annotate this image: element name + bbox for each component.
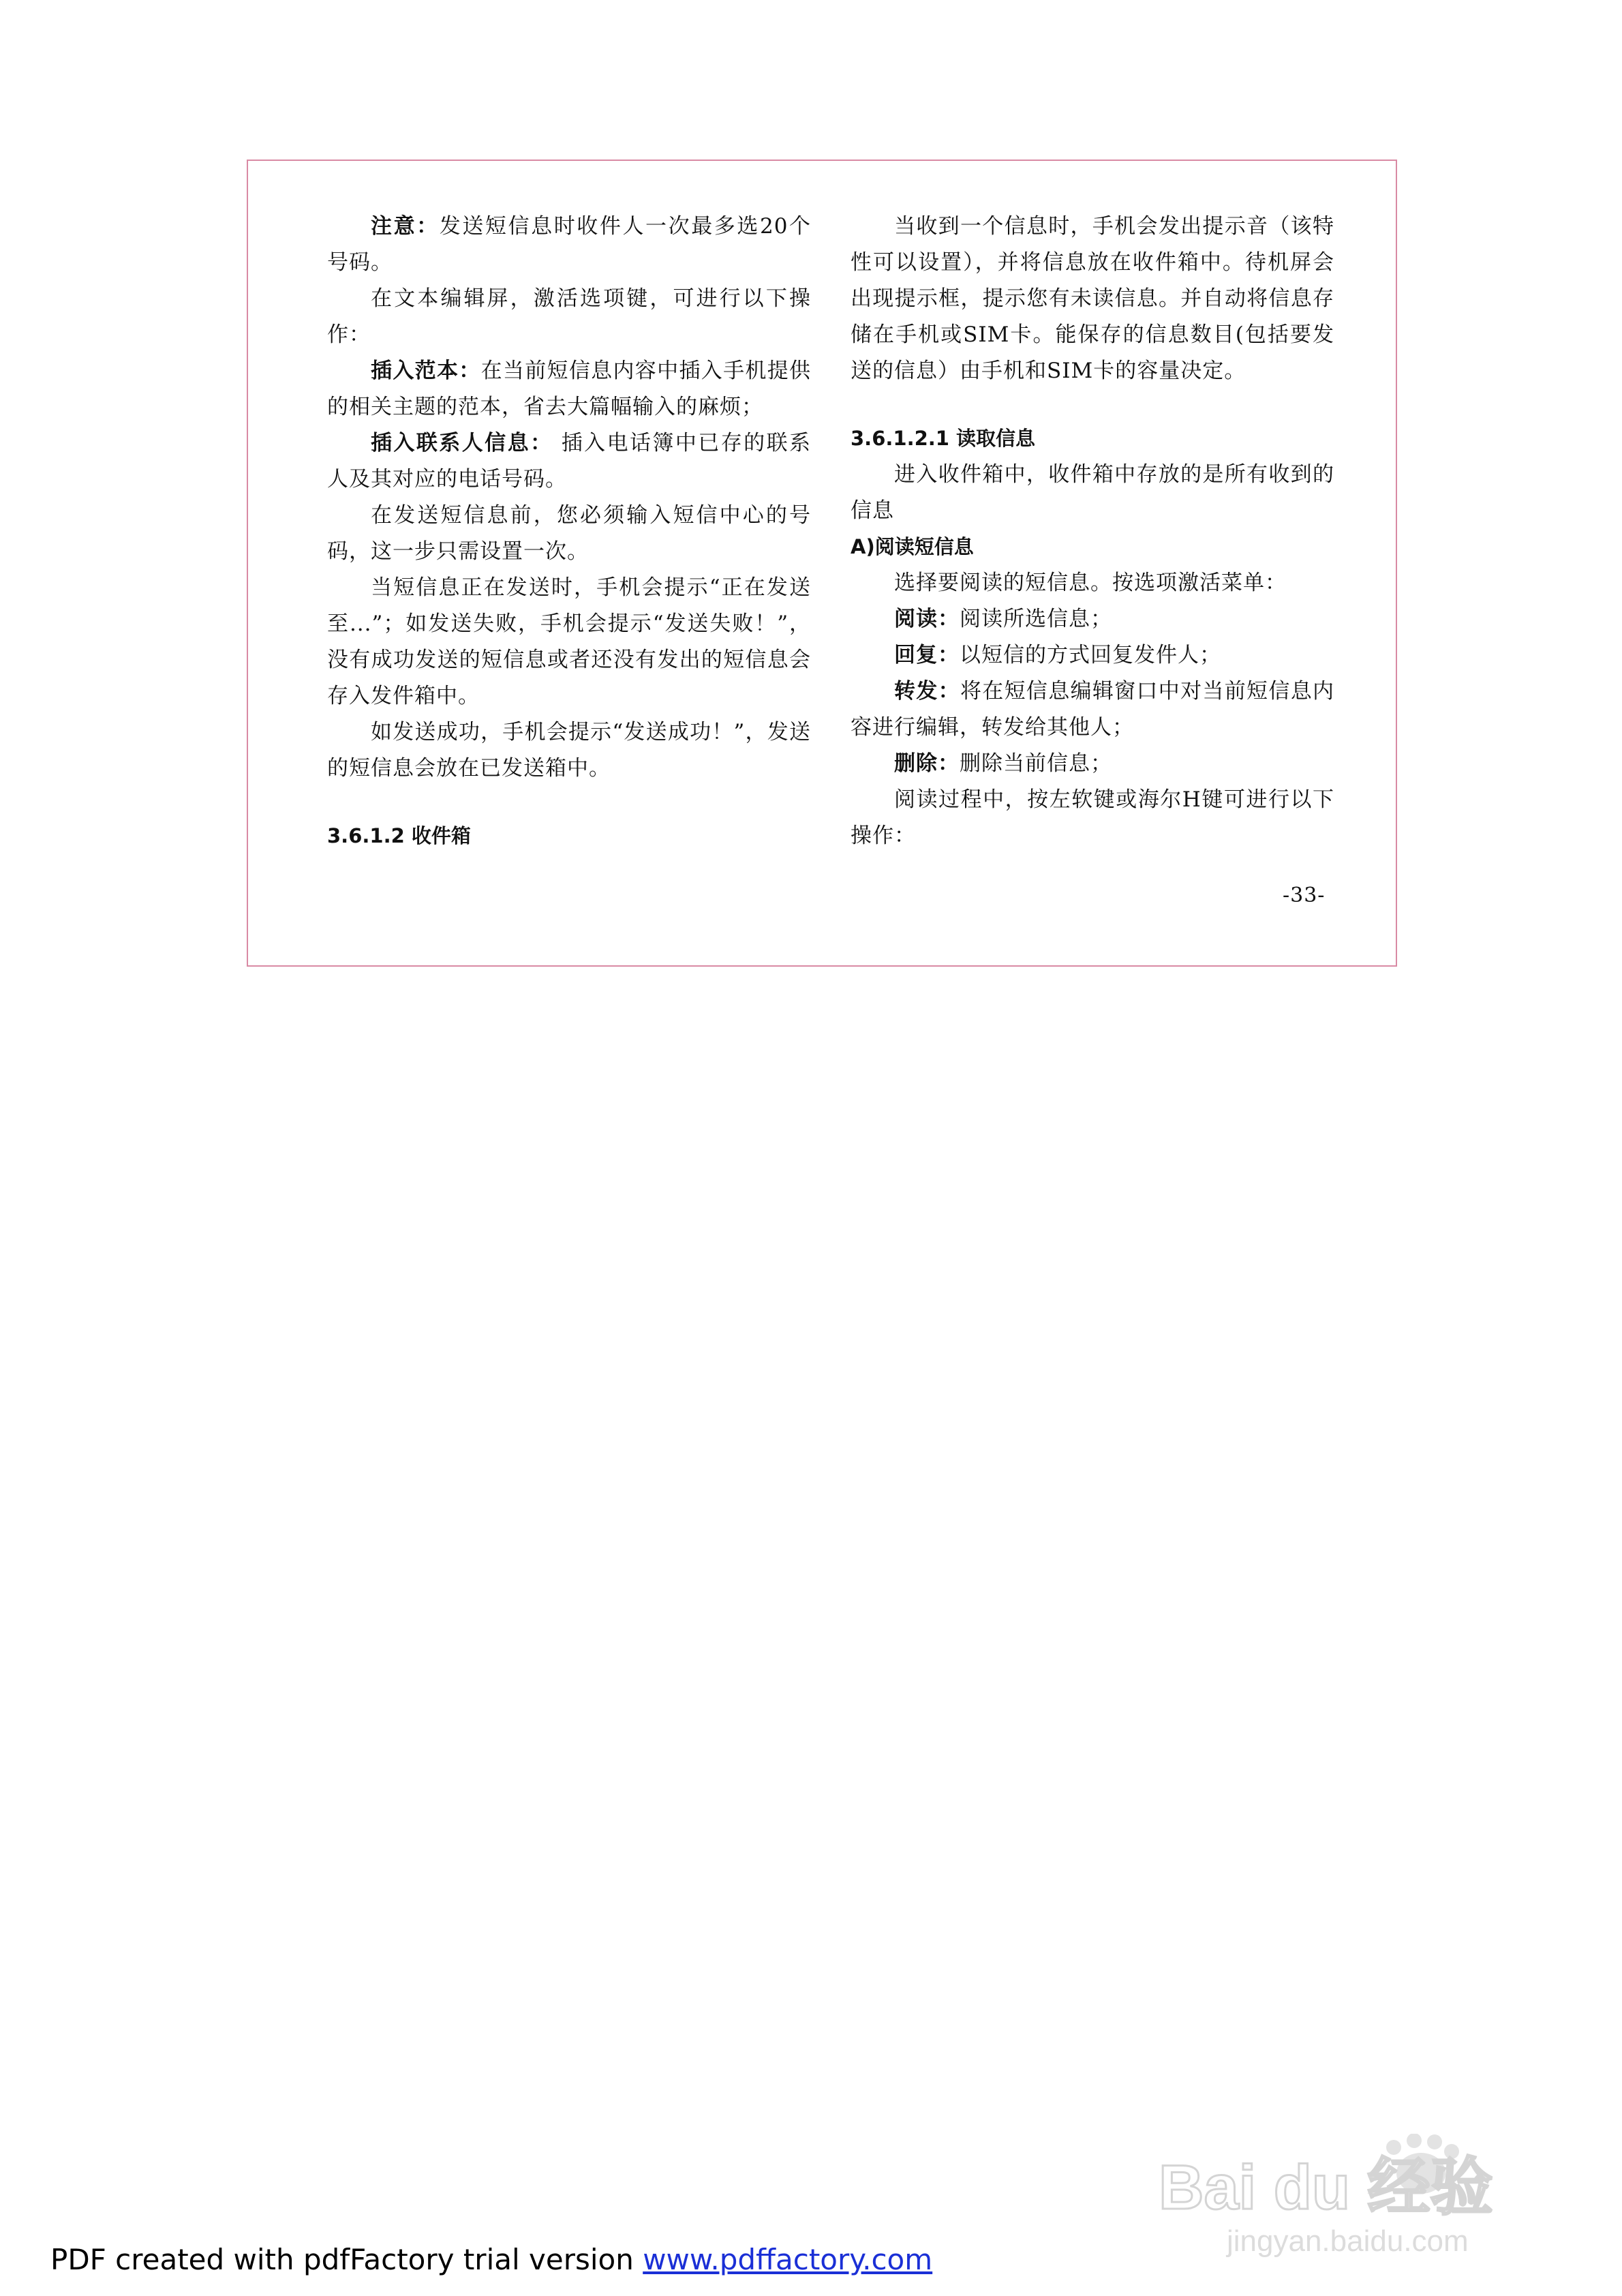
forward-text: 将在短信息编辑窗口中对当前短信息内容进行编辑，转发给其他人； [851,679,1335,740]
send-success-paragraph: 如发送成功，手机会提示“发送成功！”，发送的短信息会放在已发送箱中。 [327,720,811,781]
insert-template-label: 插入范本： [371,359,481,383]
menu-item-read [851,601,1334,637]
watermark-brand: Bai du 经验 [1159,2153,1493,2222]
left-column [327,209,811,854]
read-sms-heading: A)阅读短信息 [851,535,974,558]
delete-text: 删除当前信息； [960,751,1112,776]
insert-contact-label: 插入联系人信息： [371,431,553,455]
note-text: 发送短信息时收件人一次最多选20个号码。 [327,214,811,275]
baidu-jingyan-watermark [1152,2134,1533,2263]
inbox-heading: 3.6.1.2 收件箱 [327,824,471,847]
page-number: -33- [1283,883,1326,907]
menu-item-delete [851,746,1334,782]
receive-paragraph: 当收到一个信息时，手机会发出提示音（该特性可以设置），并将信息放在收件箱中。待机屏会出现提示框，提示您有未读信息。并自动将信息存储在手机或SIM卡。能保存的信息数目(包括要发送的信息）由手机和SIM卡的容量决定。 [851,214,1334,383]
reply-text: 以短信的方式回复发件人； [960,643,1221,667]
forward-label: 转发： [894,679,960,704]
insert-template-text: 在当前短信息内容中插入手机提供的相关主题的范本，省去大篇幅输入的麻烦； [327,359,812,419]
footer-text: PDF created with pdfFactory trial version [50,2243,643,2276]
read-label: 阅读： [894,607,960,631]
pdf-footer [50,2243,932,2276]
note-paragraph [327,209,811,281]
menu-item-reply [851,637,1334,674]
delete-label: 删除： [894,751,960,776]
footer-link[interactable]: www.pdffactory.com [643,2243,933,2276]
sending-paragraph: 当短信息正在发送时，手机会提示“正在发送至...”；如发送失败，手机会提示“发送失败！”，没有成功发送的短信息或者还没有发出的短信息会存入发件箱中。 [327,575,811,708]
insert-contact-item [327,425,811,498]
right-column [851,209,1334,854]
note-label: 注意： [371,214,440,239]
watermark-url: jingyan.baidu.com [1227,2224,1469,2258]
insert-template-item [327,353,811,425]
menu-item-forward [851,674,1334,746]
edit-screen-paragraph: 在文本编辑屏，激活选项键，可进行以下操作： [327,286,811,347]
read-message-heading: 3.6.1.2.1 读取信息 [851,427,1036,450]
inbox-paragraph: 进入收件箱中，收件箱中存放的是所有收到的信息 [851,462,1334,523]
reading-process-paragraph: 阅读过程中，按左软键或海尔H键可进行以下操作： [851,787,1334,848]
insert-contact-text: 插入电话簿中已存的联系人及其对应的电话号码。 [327,431,812,492]
page-frame [247,160,1397,967]
select-paragraph: 选择要阅读的短信息。按选项激活菜单： [894,571,1287,595]
sms-center-paragraph: 在发送短信息前，您必须输入短信中心的号码，这一步只需设置一次。 [327,503,811,564]
reply-label: 回复： [894,643,960,667]
read-text: 阅读所选信息； [960,607,1112,631]
